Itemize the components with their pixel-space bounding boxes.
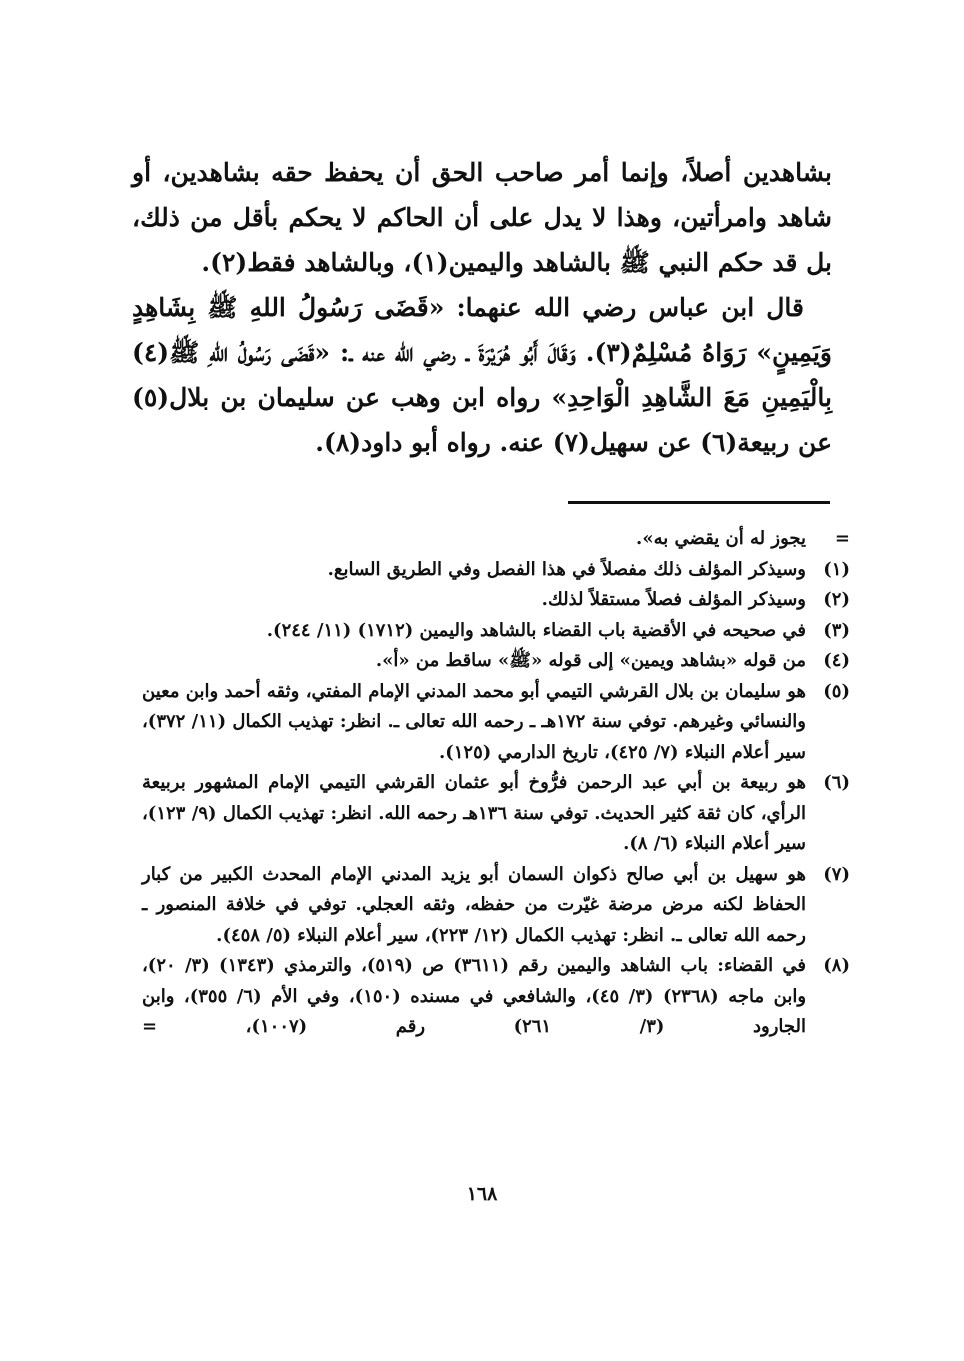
footnote-number: (٨) xyxy=(823,955,850,976)
footnote-1 xyxy=(142,555,850,586)
footnote-number: (٢) xyxy=(823,589,850,610)
main-paragraph-1: بشاهدين أصلاً، وإنما أمر صاحب الحق أن يحفظ حقه بشاهدين، أو شاهد وامرأتين، وهذا لا يدل على أن الحاكم لا يحكم بأقل من ذلك، بل قد حكم النبي ﷺ بالشاهد واليمين(١)، وبالشاهد فقط(٢). xyxy=(132,158,832,277)
main-paragraph-2: قال ابن عباس رضي الله عنهما: «قَضَى رَسُولُ اللهِ ﷺ بِشَاهِدٍ وَيَمِينٍ» رَوَاهُ مُسْلِمٌ(٣). وَقَالَ أَبُو هُرَيْرَةَ ـ رضي الله عنه ـ: «قَضَى رَسُولُ اللهِ ﷺ(٤) بِالْيَمِينِ مَعَ الشَّاهِدِ الْوَاحِدِ» رواه ابن وهب عن سليمان بن بلال(٥) عن ربيعة(٦) عن سهيل(٧) عنه. رواه أبو داود(٨). xyxy=(132,293,833,457)
footnote-3 xyxy=(142,616,850,647)
footnote-divider xyxy=(568,501,830,504)
footnote-8 xyxy=(142,951,850,1043)
footnote-number: (٤) xyxy=(823,650,850,671)
footnote-number: (١) xyxy=(823,558,850,580)
footnote-text: هو ربيعة بن أبي عبد الرحمن فرُّوخ أبو عثمان القرشي التيمي الإمام المشهور بربيعة الرأي، كان ثقة كثير الحديث. توفي سنة ١٣٦هـ رحمه الله. انظر: تهذيب الكمال (٩/ ١٢٣)، سير أعلام النبلاء (٦/ ٨). xyxy=(142,772,807,854)
page-number: ١٦٨ xyxy=(466,1183,498,1205)
footnote-number: (٦) xyxy=(823,772,850,793)
footnote-4 xyxy=(142,646,850,677)
footnote-number: (٥) xyxy=(823,680,850,702)
footnote-text: وسيذكر المؤلف ذلك مفصلاً في هذا الفصل وفي الطريق السابع. xyxy=(327,558,806,580)
footnote-text: يجوز له أن يقضي به». xyxy=(636,528,806,549)
footnote-marker: = xyxy=(834,528,850,549)
footnote-number: (٣) xyxy=(823,619,850,641)
footnote-text: في القضاء: باب الشاهد واليمين رقم (٣٦١١) ص (٥١٩)، والترمذي (١٣٤٣) (٣/ ٢٠)، وابن ماجه (٢٣٦٨) (٣/ ٤٥)، والشافعي في مسنده (١٥٠)، وفي الأم (٦/ ٣٥٥)، وابن الجارود (٣/ ٢٦١) رقم (١٠٠٧)، = xyxy=(142,955,807,1037)
footnote-number: (٧) xyxy=(823,863,850,885)
footnote-text: وسيذكر المؤلف فصلاً مستقلاً لذلك. xyxy=(541,589,806,610)
main-text xyxy=(132,150,832,465)
footnote-text: هو سليمان بن بلال القرشي التيمي أبو محمد المدني الإمام المفتي، وثقه أحمد وابن معين والنسائي وغيرهم. توفي سنة ١٧٢هـ ـ رحمه الله تعالى ـ. انظر: تهذيب الكمال (١١/ ٣٧٢)، سير أعلام النبلاء (٧/ ٤٢٥)، تاريخ الدارمي (١٢٥). xyxy=(142,680,806,763)
footnote-text: في صحيحه في الأقضية باب القضاء بالشاهد واليمين (١٧١٢) (١١/ ٢٤٤). xyxy=(266,619,806,641)
footnote-7 xyxy=(142,860,850,952)
footnote-continuation xyxy=(142,524,850,555)
footnote-6 xyxy=(142,768,850,860)
footnotes xyxy=(142,524,850,1043)
footnote-text: من قوله «بشاهد ويمين» إلى قوله «ﷺ» ساقط من «أ». xyxy=(375,650,806,671)
footnote-5 xyxy=(142,677,850,769)
footnote-2 xyxy=(142,585,850,616)
footnote-text: هو سهيل بن أبي صالح ذكوان السمان أبو يزيد المدني الإمام المحدث الكبير من كبار الحفاظ لكنه مرض مرضة غيّرت من حفظه، وثقه العجلي. توفي في خلافة المنصور ـ رحمه الله تعالى ـ. انظر: تهذيب الكمال (١٢/ ٢٢٣)، سير أعلام النبلاء (٥/ ٤٥٨). xyxy=(142,863,806,946)
